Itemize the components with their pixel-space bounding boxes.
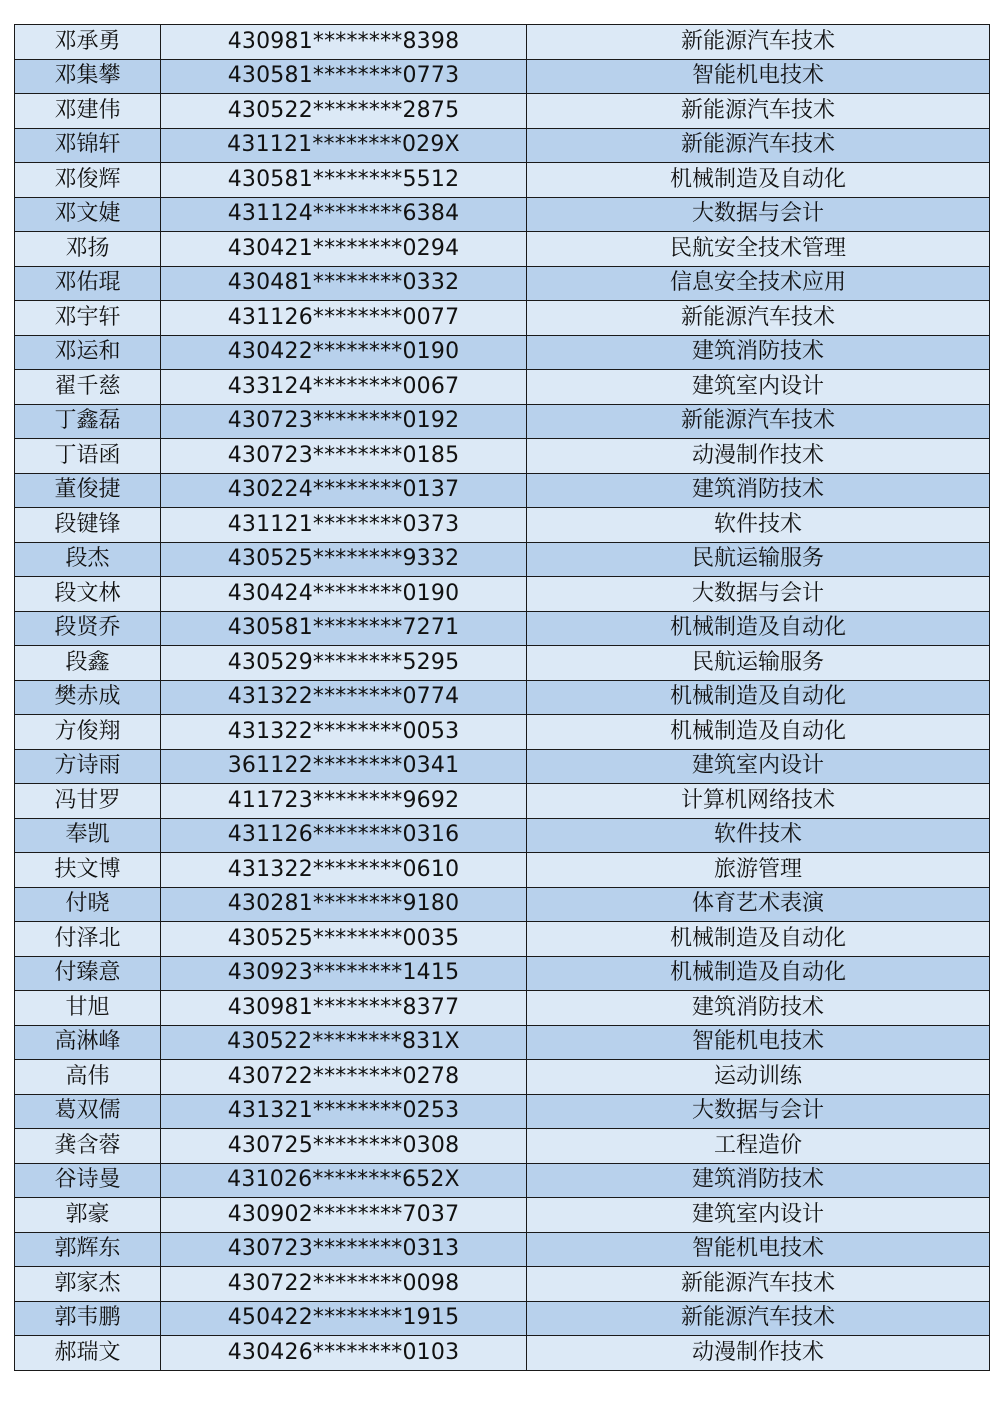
major-cell: 机械制造及自动化 (527, 956, 990, 991)
table-row (15, 1094, 990, 1129)
major-cell: 智能机电技术 (527, 59, 990, 94)
table-row (15, 473, 990, 508)
student-name-cell: 葛双儒 (15, 1094, 161, 1129)
table-row (15, 1267, 990, 1302)
id-number-cell: 431124********6384 (161, 197, 527, 232)
table-row (15, 301, 990, 336)
major-cell: 新能源汽车技术 (527, 1267, 990, 1302)
student-name-cell: 段键锋 (15, 508, 161, 543)
table-row (15, 94, 990, 129)
id-number-cell: 430581********5512 (161, 163, 527, 198)
student-name-cell: 郭韦鹏 (15, 1301, 161, 1336)
major-cell: 软件技术 (527, 508, 990, 543)
major-cell: 民航运输服务 (527, 542, 990, 577)
id-number-cell: 430722********0098 (161, 1267, 527, 1302)
table-row (15, 508, 990, 543)
table-row (15, 59, 990, 94)
major-cell: 计算机网络技术 (527, 784, 990, 819)
major-cell: 新能源汽车技术 (527, 128, 990, 163)
student-name-cell: 高伟 (15, 1060, 161, 1095)
id-number-cell: 430723********0192 (161, 404, 527, 439)
student-name-cell: 丁语函 (15, 439, 161, 474)
table-row (15, 266, 990, 301)
table-row (15, 163, 990, 198)
table-row (15, 922, 990, 957)
major-cell: 新能源汽车技术 (527, 94, 990, 129)
id-number-cell: 430981********8398 (161, 25, 527, 60)
student-name-cell: 段文林 (15, 577, 161, 612)
student-name-cell: 扶文博 (15, 853, 161, 888)
student-name-cell: 邓扬 (15, 232, 161, 267)
student-name-cell: 龚含蓉 (15, 1129, 161, 1164)
major-cell: 软件技术 (527, 818, 990, 853)
table-row (15, 991, 990, 1026)
id-number-cell: 361122********0341 (161, 749, 527, 784)
table-row (15, 232, 990, 267)
id-number-cell: 430529********5295 (161, 646, 527, 681)
major-cell: 建筑消防技术 (527, 335, 990, 370)
id-number-cell: 430723********0313 (161, 1232, 527, 1267)
student-name-cell: 段贤乔 (15, 611, 161, 646)
roster-body (15, 25, 990, 1371)
id-number-cell: 430722********0278 (161, 1060, 527, 1095)
major-cell: 智能机电技术 (527, 1025, 990, 1060)
table-row (15, 818, 990, 853)
table-row (15, 680, 990, 715)
student-name-cell: 郭家杰 (15, 1267, 161, 1302)
student-name-cell: 甘旭 (15, 991, 161, 1026)
id-number-cell: 430981********8377 (161, 991, 527, 1026)
student-name-cell: 郝瑞文 (15, 1336, 161, 1371)
table-row (15, 1232, 990, 1267)
major-cell: 大数据与会计 (527, 197, 990, 232)
id-number-cell: 431121********0373 (161, 508, 527, 543)
major-cell: 建筑室内设计 (527, 1198, 990, 1233)
table-row (15, 25, 990, 60)
id-number-cell: 430902********7037 (161, 1198, 527, 1233)
id-number-cell: 430424********0190 (161, 577, 527, 612)
major-cell: 新能源汽车技术 (527, 404, 990, 439)
table-row (15, 611, 990, 646)
id-number-cell: 431126********0316 (161, 818, 527, 853)
student-name-cell: 奉凯 (15, 818, 161, 853)
major-cell: 建筑消防技术 (527, 473, 990, 508)
id-number-cell: 430723********0185 (161, 439, 527, 474)
table-row (15, 715, 990, 750)
id-number-cell: 450422********1915 (161, 1301, 527, 1336)
id-number-cell: 430481********0332 (161, 266, 527, 301)
major-cell: 运动训练 (527, 1060, 990, 1095)
student-name-cell: 方诗雨 (15, 749, 161, 784)
id-number-cell: 431126********0077 (161, 301, 527, 336)
major-cell: 机械制造及自动化 (527, 611, 990, 646)
id-number-cell: 431322********0774 (161, 680, 527, 715)
table-row (15, 853, 990, 888)
table-row (15, 1025, 990, 1060)
student-name-cell: 段杰 (15, 542, 161, 577)
student-name-cell: 邓建伟 (15, 94, 161, 129)
student-name-cell: 翟千慈 (15, 370, 161, 405)
table-row (15, 197, 990, 232)
table-row (15, 784, 990, 819)
id-number-cell: 430281********9180 (161, 887, 527, 922)
major-cell: 新能源汽车技术 (527, 25, 990, 60)
id-number-cell: 411723********9692 (161, 784, 527, 819)
id-number-cell: 431121********029X (161, 128, 527, 163)
student-name-cell: 邓承勇 (15, 25, 161, 60)
major-cell: 大数据与会计 (527, 1094, 990, 1129)
table-row (15, 1129, 990, 1164)
table-row (15, 1198, 990, 1233)
table-row (15, 1301, 990, 1336)
table-row (15, 577, 990, 612)
major-cell: 信息安全技术应用 (527, 266, 990, 301)
student-name-cell: 邓运和 (15, 335, 161, 370)
id-number-cell: 430421********0294 (161, 232, 527, 267)
id-number-cell: 430725********0308 (161, 1129, 527, 1164)
student-name-cell: 邓文婕 (15, 197, 161, 232)
id-number-cell: 430522********2875 (161, 94, 527, 129)
id-number-cell: 430525********0035 (161, 922, 527, 957)
major-cell: 民航运输服务 (527, 646, 990, 681)
major-cell: 动漫制作技术 (527, 439, 990, 474)
student-name-cell: 郭辉东 (15, 1232, 161, 1267)
major-cell: 机械制造及自动化 (527, 715, 990, 750)
student-name-cell: 付臻意 (15, 956, 161, 991)
major-cell: 建筑室内设计 (527, 370, 990, 405)
table-row (15, 370, 990, 405)
student-name-cell: 冯甘罗 (15, 784, 161, 819)
table-row (15, 439, 990, 474)
id-number-cell: 431026********652X (161, 1163, 527, 1198)
student-name-cell: 丁鑫磊 (15, 404, 161, 439)
student-name-cell: 樊赤成 (15, 680, 161, 715)
student-roster-table (14, 24, 990, 1371)
student-name-cell: 邓集攀 (15, 59, 161, 94)
table-row (15, 1060, 990, 1095)
table-row (15, 646, 990, 681)
table-row (15, 1336, 990, 1371)
student-name-cell: 郭豪 (15, 1198, 161, 1233)
id-number-cell: 430923********1415 (161, 956, 527, 991)
table-row (15, 128, 990, 163)
major-cell: 机械制造及自动化 (527, 163, 990, 198)
id-number-cell: 430422********0190 (161, 335, 527, 370)
major-cell: 机械制造及自动化 (527, 680, 990, 715)
table-row (15, 749, 990, 784)
student-name-cell: 付泽北 (15, 922, 161, 957)
table-row (15, 1163, 990, 1198)
major-cell: 机械制造及自动化 (527, 922, 990, 957)
major-cell: 动漫制作技术 (527, 1336, 990, 1371)
id-number-cell: 431321********0253 (161, 1094, 527, 1129)
major-cell: 新能源汽车技术 (527, 1301, 990, 1336)
major-cell: 体育艺术表演 (527, 887, 990, 922)
id-number-cell: 431322********0610 (161, 853, 527, 888)
major-cell: 新能源汽车技术 (527, 301, 990, 336)
id-number-cell: 430581********7271 (161, 611, 527, 646)
major-cell: 建筑消防技术 (527, 991, 990, 1026)
major-cell: 建筑室内设计 (527, 749, 990, 784)
student-name-cell: 谷诗曼 (15, 1163, 161, 1198)
major-cell: 工程造价 (527, 1129, 990, 1164)
major-cell: 大数据与会计 (527, 577, 990, 612)
table-row (15, 956, 990, 991)
id-number-cell: 431322********0053 (161, 715, 527, 750)
table-row (15, 542, 990, 577)
student-name-cell: 方俊翔 (15, 715, 161, 750)
major-cell: 旅游管理 (527, 853, 990, 888)
major-cell: 智能机电技术 (527, 1232, 990, 1267)
id-number-cell: 430522********831X (161, 1025, 527, 1060)
student-name-cell: 高淋峰 (15, 1025, 161, 1060)
table-row (15, 404, 990, 439)
id-number-cell: 430581********0773 (161, 59, 527, 94)
id-number-cell: 430525********9332 (161, 542, 527, 577)
major-cell: 民航安全技术管理 (527, 232, 990, 267)
student-name-cell: 段鑫 (15, 646, 161, 681)
student-name-cell: 董俊捷 (15, 473, 161, 508)
id-number-cell: 430224********0137 (161, 473, 527, 508)
table-row (15, 335, 990, 370)
student-name-cell: 邓锦轩 (15, 128, 161, 163)
student-name-cell: 邓俊辉 (15, 163, 161, 198)
student-name-cell: 邓宇轩 (15, 301, 161, 336)
student-name-cell: 邓佑琨 (15, 266, 161, 301)
id-number-cell: 430426********0103 (161, 1336, 527, 1371)
major-cell: 建筑消防技术 (527, 1163, 990, 1198)
student-name-cell: 付晓 (15, 887, 161, 922)
id-number-cell: 433124********0067 (161, 370, 527, 405)
table-row (15, 887, 990, 922)
